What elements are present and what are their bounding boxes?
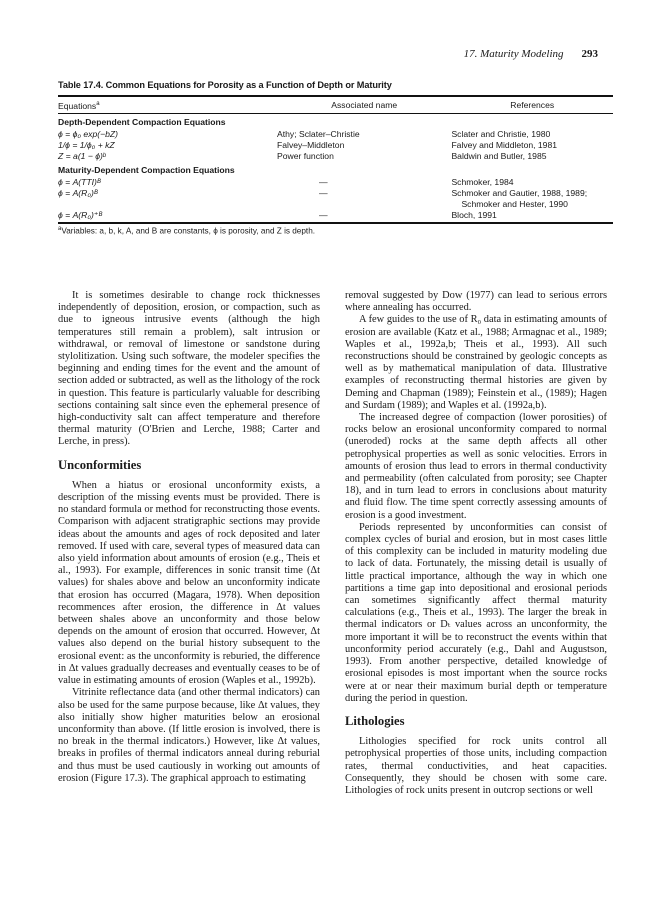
footnote-marker: a: [58, 225, 62, 232]
paragraph: The increased degree of compaction (lower porosities) of rocks below an erosional unconformity compared to normal (uneroded) rocks at the same depth affects all other petrophysical properties as well as sonic velocities. Errors in amounts of erosion thus lead to errors in thermal conductivity and permeability (often calculated from porosity; see Chapter 18), and in turn lead to errors in conclusions about maturity and fluid flow. The time spent correctly assessing amounts of erosion is a good investment.: [345, 412, 607, 521]
column-header-equations: Equations$^a$: [58, 96, 277, 114]
page-number: 293: [581, 48, 598, 60]
reference-cell: Bloch, 1991: [451, 210, 497, 221]
name-cell: —: [319, 176, 328, 187]
equation-cell: ϕ = A(R₀)⁺ᴮ: [58, 210, 103, 221]
table-row: [58, 188, 613, 210]
paragraph: Vitrinite reflectance data (and other thermal indicators) can also be used for the same purpose because, like Δt values, they also initially show higher maturities below an erosional unconformity than above. (If little erosion is involved, there is no break in the thermal indicators.) However, like Δt values, breaks in profiles of thermal indicators anneal during reburial and thus must be used cautiously in working out amounts of erosion (Figure 17.3). The graphical approach to estimating: [58, 687, 320, 784]
table-17-4: [58, 80, 613, 236]
reference-cell: [451, 188, 613, 210]
table-row: [58, 176, 613, 187]
name-cell: Falvey–Middleton: [277, 140, 345, 151]
chapter-title: 17. Maturity Modeling: [463, 48, 564, 60]
section-heading-maturity: Maturity-Dependent Compaction Equations: [58, 165, 235, 176]
left-text-column: [58, 290, 320, 785]
paragraph: When a hiatus or erosional unconformity exists, a description of the missing events must be provided. There is no standard formula or method for reconstructing those events. Comparison with adjacent stratigraphic sections may provide ideas about the amounts and ages of rock deposited and later removed. If used with care, several types of measured data can also yield information about amounts of erosion (e.g., Theis et al., 1993). For example, differences in sonic transit time (Δt values) for shales above and below an unconformity indicate that erosion has occurred (Magara, 1978). When deposition recommences after erosion, the difference in Δt values between shales above an unconformity and those below depends on the amount of erosion that occurred. However, Δt values also depend on the burial history subsequent to the erosional event: as the unconformity is reburied, the difference in Δt values gradually decreases and eventually ceases to be of value in estimating amounts of erosion (Waples et al., 1992b).: [58, 479, 320, 687]
name-cell: —: [319, 188, 328, 199]
column-header-references: References: [451, 96, 613, 114]
reference-cell: Schmoker, 1984: [451, 176, 514, 187]
reference-line: Schmoker and Hester, 1990: [461, 198, 568, 209]
paragraph: It is sometimes desirable to change rock thicknesses independently of deposition, erosion, or compaction, such as due to igneous intrusive events (although the high temperatures still remain a problem), salt intrusion or withdrawal, or removal of limestone or sandstone during stylolitization. Using such software, the modeler specifies the beginning and ending times for the event and the amount of section added or subtracted, as well as the lithology of the rock in question. This feature is particularly valuable for describing sections containing salt since even the ephemeral presence of high-conductivity salt can affect temperature and therefore thermal maturity (O'Brien and Lerche, 1988; Carter and Lerche, in press).: [58, 290, 320, 448]
section-heading-lithologies: Lithologies: [345, 713, 405, 728]
equation-cell: 1/ϕ = 1/ϕ₀ + kZ: [58, 140, 115, 151]
name-cell: Power function: [277, 151, 334, 162]
equations-table: [58, 95, 613, 221]
equation-cell: ϕ = A(TTI)ᴮ: [58, 176, 101, 187]
paragraph: Lithologies specified for rock units control all petrophysical properties of those units, including compaction rates, thermal conductivities, and heat capacities. Consequently, they should be chosen with some care. Lithologies of rock units present in outcrop sections or well: [345, 736, 607, 796]
right-text-column: [345, 290, 607, 797]
section-heading-depth: Depth-Dependent Compaction Equations: [58, 117, 226, 128]
paragraph: A few guides to the use of R₀ data in estimating amounts of erosion are available (Katz et al., 1988; Armagnac et al., 1989; Waples et al., 1992a,b; Theis et al., 1993). All such reconstructions should be constrained by geologic concepts as well as by mathematical manipulation of data. Illustrative examples of reconstructing thermal histories are given by Deming and Chapman (1989); Feinstein et al., (1989); Hagen and Surdam (1989); and Waples et al. (1992a,b).: [345, 314, 607, 411]
paragraph: removal suggested by Dow (1977) can lead to serious errors where annealing has occurred.: [345, 290, 607, 314]
reference-line: Schmoker and Gautier, 1988, 1989;: [451, 188, 588, 199]
table-header-row: [58, 96, 613, 114]
reference-cell: Baldwin and Butler, 1985: [451, 151, 547, 162]
reference-cell: Sclater and Christie, 1980: [451, 128, 551, 139]
table-row: [58, 210, 613, 221]
equation-cell: ϕ = A(R₀)ᴮ: [58, 188, 98, 199]
reference-cell: Falvey and Middleton, 1981: [451, 140, 558, 151]
running-header: [0, 48, 598, 60]
table-footnote: $^a$Variables: a, b, k, A, and B are constants, ϕ is porosity, and Z is depth.: [58, 222, 613, 236]
section-heading-unconformities: Unconformities: [58, 457, 142, 472]
equation-cell: Z = a(1 − ϕ)ᵇ: [58, 151, 106, 162]
name-cell: Athy; Sclater–Christie: [277, 128, 360, 139]
table-caption: Table 17.4. Common Equations for Porosity as a Function of Depth or Maturity: [58, 80, 392, 90]
equation-cell: ϕ = ϕ₀ exp(−bZ): [58, 128, 118, 139]
column-header-name: Associated name: [277, 96, 451, 114]
table-row: [58, 151, 613, 162]
footnote-marker: a: [96, 101, 100, 107]
name-cell: —: [319, 210, 328, 221]
table-row: [58, 140, 613, 151]
table-row: [58, 128, 613, 139]
paragraph: Periods represented by unconformities can consist of complex cycles of burial and erosion, but in most cases little of this complexity can be included in maturity modeling due to lack of data. Fortunately, the missing detail is usually of little practical importance, although the way in which one partitions a time gap into depositional and erosional periods can sometimes significantly affect thermal maturity calculations (e.g., Theis et al., 1993). The larger the break in thermal indicators or Dₜ values across an unconformity, the more important it will be to reconstruct the events within that unconformity period accurately (e.g., Dahl and Augustson, 1993). From another perspective, detailed knowledge of erosional episodes is most important when the source rocks were at or near their maximum burial depth or temperature during the period in question.: [345, 521, 607, 704]
